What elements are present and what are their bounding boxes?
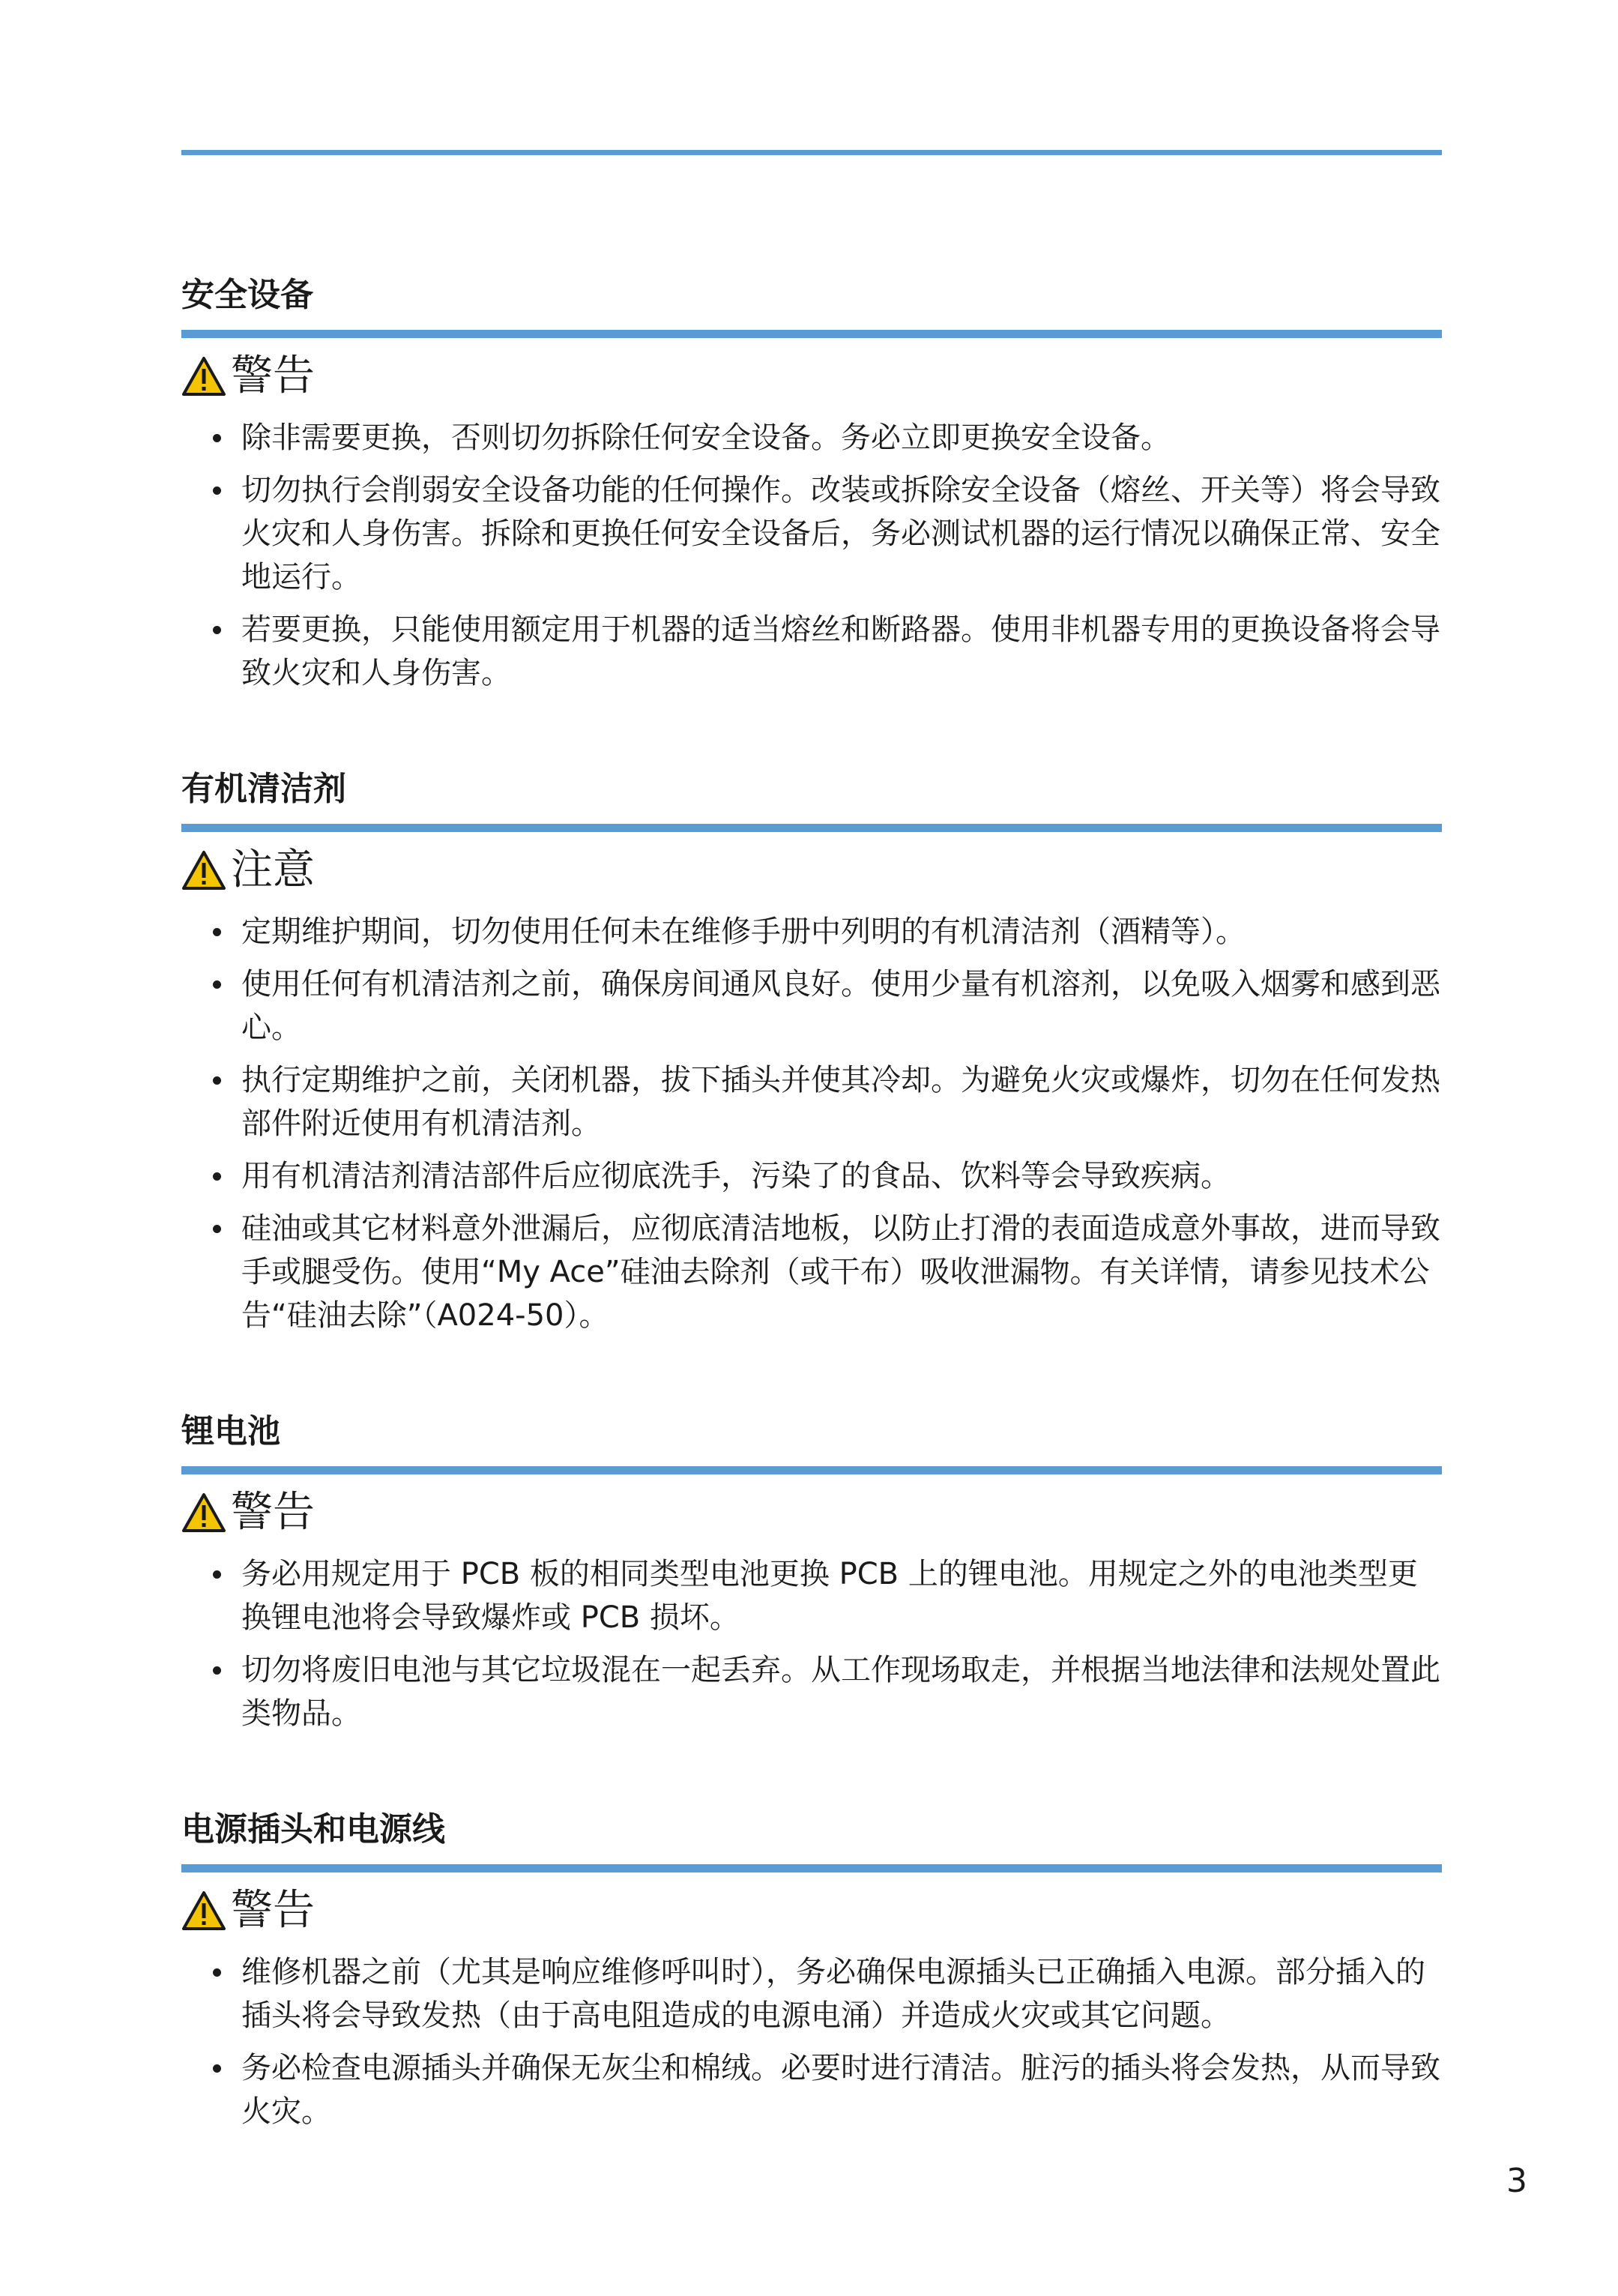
list-item: 切勿执行会削弱安全设备功能的任何操作。改装或拆除安全设备（熔丝、开关等）将会导致火灾和人身伤害。拆除和更换任何安全设备后，务必测试机器的运行情况以确保正常、安全地运行。 — [241, 468, 1442, 599]
bullet-list — [181, 1950, 1442, 2133]
section-heading: 电源插头和电源线 — [181, 1806, 1442, 1872]
section-lithium-batteries — [181, 1408, 1442, 1735]
alert-warning — [181, 343, 1442, 410]
alert-label: 警告 — [231, 1886, 315, 1935]
list-item: 切勿将废旧电池与其它垃圾混在一起丢弃。从工作现场取走，并根据当地法律和法规处置此类物品。 — [241, 1648, 1442, 1735]
alert-label: 注意 — [231, 846, 315, 894]
alert-caution — [181, 837, 1442, 904]
list-item: 若要更换，只能使用额定用于机器的适当熔丝和断路器。使用非机器专用的更换设备将会导致火灾和人身伤害。 — [241, 608, 1442, 695]
warning-triangle-icon — [181, 356, 226, 397]
section-heading: 安全设备 — [181, 271, 1442, 338]
list-item: 使用任何有机清洁剂之前，确保房间通风良好。使用少量有机溶剂，以免吸入烟雾和感到恶心。 — [241, 962, 1442, 1049]
list-item: 硅油或其它材料意外泄漏后，应彻底清洁地板，以防止打滑的表面造成意外事故，进而导致手或腿受伤。使用“My Ace”硅油去除剂（或干布）吸收泄漏物。有关详情，请参见技术公告“硅油去除”（A024-50）。 — [241, 1207, 1442, 1337]
warning-triangle-icon — [181, 1890, 226, 1931]
list-item: 务必检查电源插头并确保无灰尘和棉绒。必要时进行清洁。脏污的插头将会发热，从而导致火灾。 — [241, 2046, 1442, 2133]
warning-triangle-icon — [181, 850, 226, 891]
section-heading: 有机清洁剂 — [181, 765, 1442, 832]
list-item: 维修机器之前（尤其是响应维修呼叫时），务必确保电源插头已正确插入电源。部分插入的插头将会导致发热（由于高电阻造成的电源电涌）并造成火灾或其它问题。 — [241, 1950, 1442, 2037]
list-item: 除非需要更换，否则切勿拆除任何安全设备。务必立即更换安全设备。 — [241, 416, 1442, 459]
alert-label: 警告 — [231, 352, 315, 400]
bullet-list — [181, 1552, 1442, 1735]
section-organic-cleaners — [181, 765, 1442, 1337]
warning-triangle-icon — [181, 1492, 226, 1533]
section-power-plug-and-cord — [181, 1806, 1442, 2133]
list-item: 定期维护期间，切勿使用任何未在维修手册中列明的有机清洁剂（酒精等）。 — [241, 910, 1442, 953]
list-item: 用有机清洁剂清洁部件后应彻底洗手，污染了的食品、饮料等会导致疾病。 — [241, 1154, 1442, 1198]
alert-warning — [181, 1479, 1442, 1546]
section-safety-devices — [181, 271, 1442, 695]
page-number: 3 — [1506, 2162, 1527, 2200]
list-item: 务必用规定用于 PCB 板的相同类型电池更换 PCB 上的锂电池。用规定之外的电池类型更换锂电池将会导致爆炸或 PCB 损坏。 — [241, 1552, 1442, 1639]
bullet-list — [181, 910, 1442, 1337]
top-rule — [181, 150, 1442, 155]
section-heading: 锂电池 — [181, 1408, 1442, 1474]
list-item: 执行定期维护之前，关闭机器，拔下插头并使其冷却。为避免火灾或爆炸，切勿在任何发热部件附近使用有机清洁剂。 — [241, 1058, 1442, 1145]
document-body — [181, 271, 1442, 2204]
alert-label: 警告 — [231, 1488, 315, 1537]
alert-warning — [181, 1877, 1442, 1944]
bullet-list — [181, 416, 1442, 695]
